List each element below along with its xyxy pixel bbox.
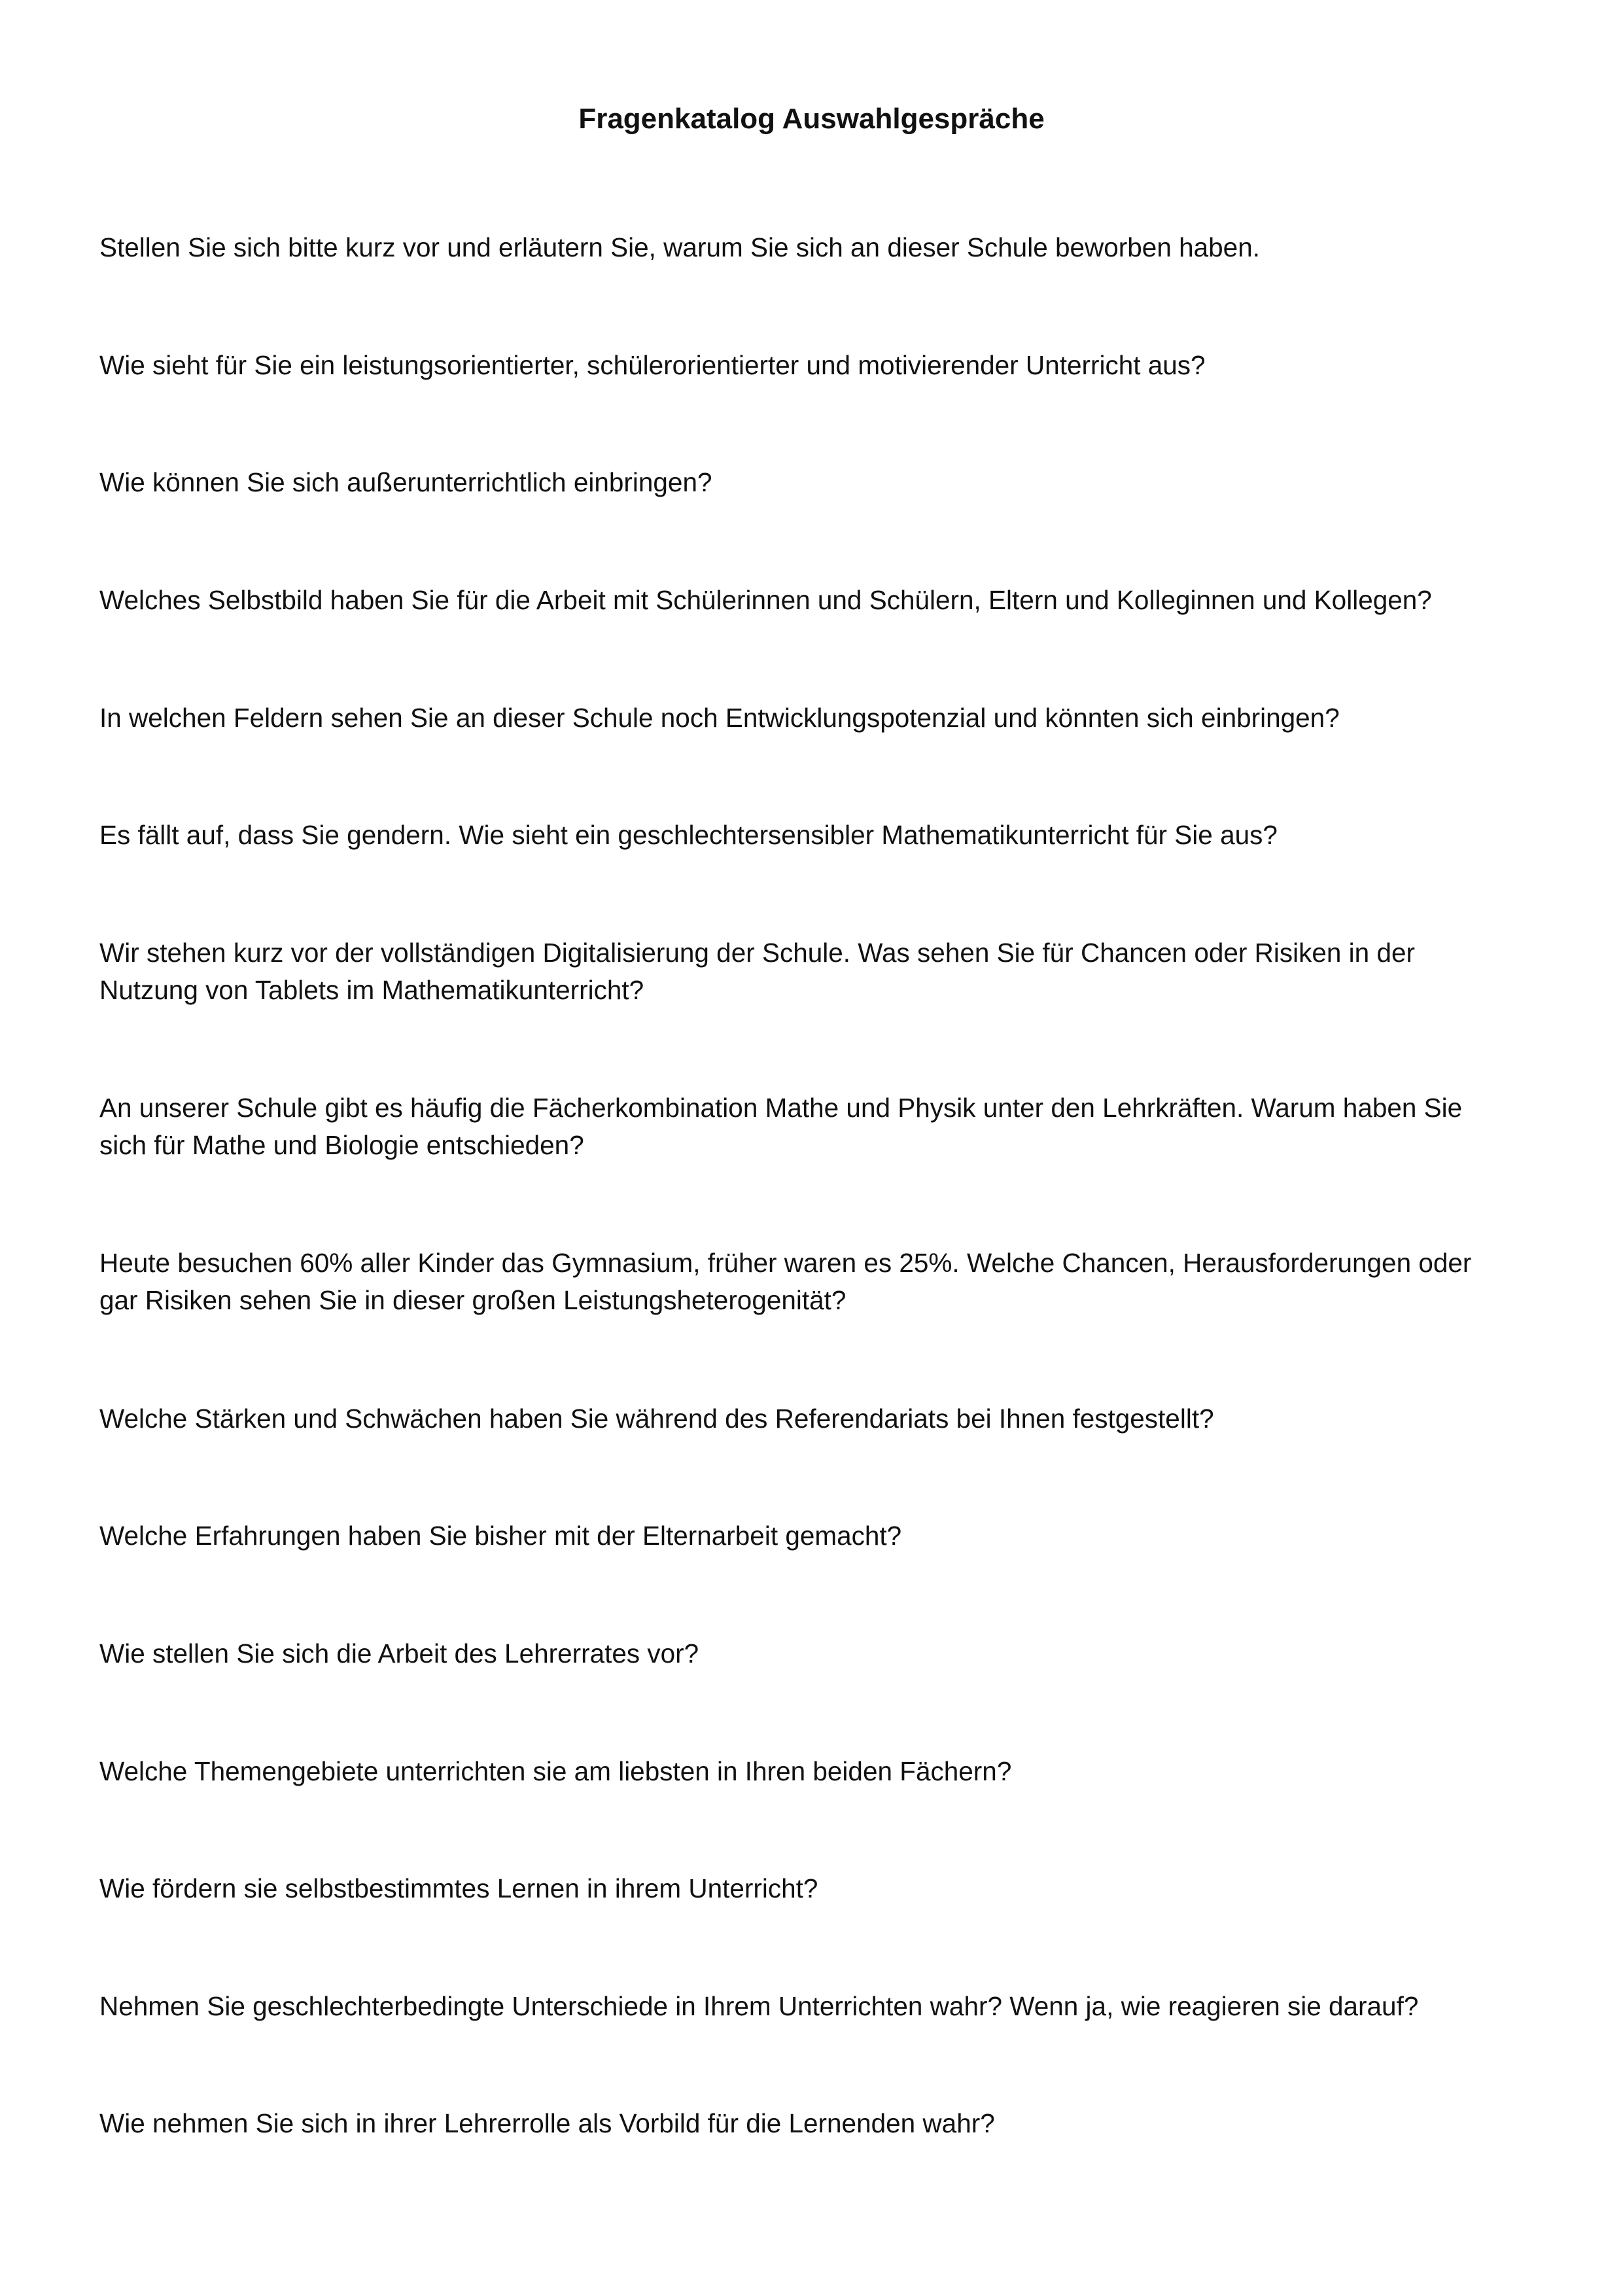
question-11: Welche Erfahrungen haben Sie bisher mit der Elternarbeit gemacht?	[99, 1521, 902, 1551]
question-6: Es fällt auf, dass Sie gendern. Wie sieht ein geschlechtersensibler Mathematikunterricht für Sie aus?	[99, 820, 1278, 850]
question-3: Wie können Sie sich außerunterrichtlich einbringen?	[99, 467, 712, 497]
question-8: An unserer Schule gibt es häufig die Fächerkombination Mathe und Physik unter den Lehrkräften. Warum haben Sie sich für Mathe und Biologie entschieden?	[99, 1093, 1463, 1160]
question-16: Wie nehmen Sie sich in ihrer Lehrerrolle als Vorbild für die Lernenden wahr?	[99, 2108, 995, 2138]
question-12: Wie stellen Sie sich die Arbeit des Lehrerrates vor?	[99, 1638, 699, 1669]
question-2: Wie sieht für Sie ein leistungsorientierter, schülerorientierter und motivierender Unterricht aus?	[99, 350, 1206, 380]
document-title: Fragenkatalog Auswahlgespräche	[578, 103, 1045, 135]
question-1: Stellen Sie sich bitte kurz vor und erläutern Sie, warum Sie sich an dieser Schule beworben haben.	[99, 232, 1260, 262]
question-13: Welche Themengebiete unterrichten sie am liebsten in Ihren beiden Fächern?	[99, 1756, 1012, 1786]
question-10: Welche Stärken und Schwächen haben Sie während des Referendariats bei Ihnen festgestellt?	[99, 1404, 1214, 1434]
question-4: Welches Selbstbild haben Sie für die Arbeit mit Schülerinnen und Schülern, Eltern und Kolleginnen und Kollegen?	[99, 585, 1432, 615]
question-7: Wir stehen kurz vor der vollständigen Digitalisierung der Schule. Was sehen Sie für Chancen oder Risiken in der Nutzung von Tablets im Mathematikunterricht?	[99, 938, 1415, 1005]
question-9: Heute besuchen 60% aller Kinder das Gymnasium, früher waren es 25%. Welche Chancen, Herausforderungen oder gar Risiken sehen Sie in dieser großen Leistungsheterogenität?	[99, 1248, 1472, 1315]
question-5: In welchen Feldern sehen Sie an dieser Schule noch Entwicklungspotenzial und könnten sich einbringen?	[99, 703, 1340, 733]
question-14: Wie fördern sie selbstbestimmtes Lernen in ihrem Unterricht?	[99, 1873, 818, 1903]
question-15: Nehmen Sie geschlechterbedingte Unterschiede in Ihrem Unterrichten wahr? Wenn ja, wie reagieren sie darauf?	[99, 1991, 1419, 2021]
